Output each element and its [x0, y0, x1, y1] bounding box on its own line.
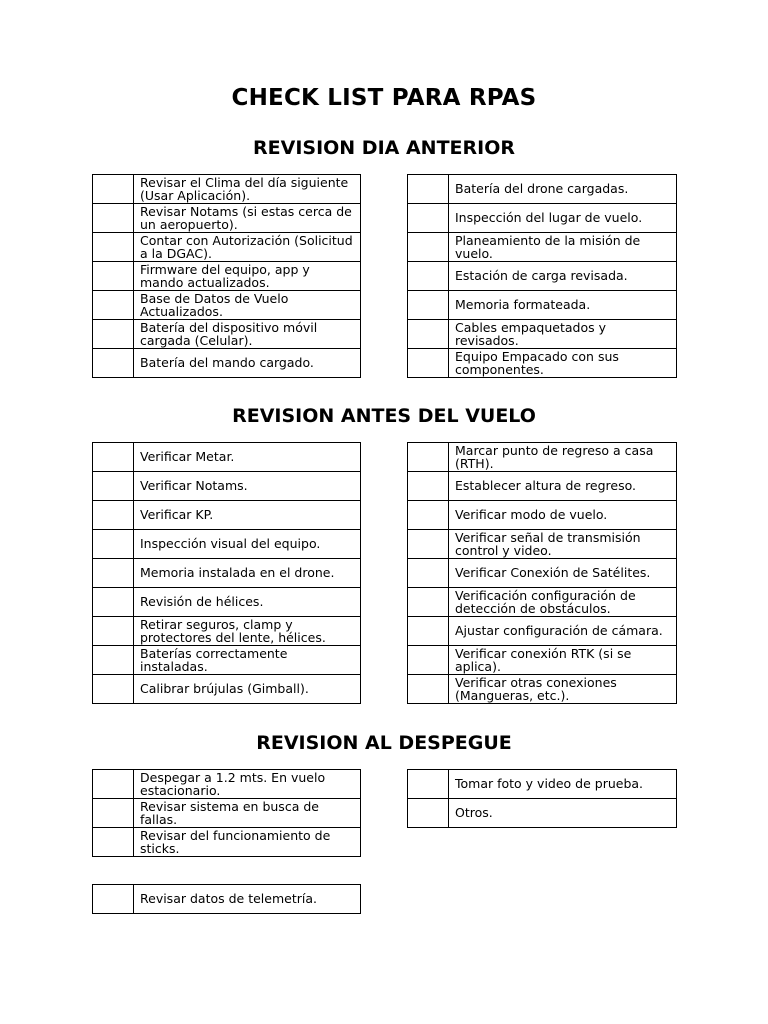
- checklist-item-label: Verificación configuración de detección de obstáculos.: [449, 588, 677, 617]
- checklist-dia-anterior-right: [407, 174, 677, 378]
- checklist-row: [408, 175, 677, 204]
- checkbox-cell[interactable]: [93, 501, 134, 530]
- checklist-item-label: Batería del mando cargado.: [134, 349, 361, 378]
- checkbox-cell[interactable]: [93, 443, 134, 472]
- checklist-item-label: Verificar Metar.: [134, 443, 361, 472]
- checklist-item-label: Calibrar brújulas (Gimball).: [134, 675, 361, 704]
- checklist-row: [408, 646, 677, 675]
- checklist-row: [93, 175, 361, 204]
- checkbox-cell[interactable]: [93, 530, 134, 559]
- checkbox-cell[interactable]: [93, 646, 134, 675]
- checklist-row: [93, 617, 361, 646]
- checkbox-cell[interactable]: [93, 262, 134, 291]
- checklist-row: [408, 262, 677, 291]
- checklist-item-label: Verificar señal de transmisión control y video.: [449, 530, 677, 559]
- checklist-item-label: Revisar el Clima del día siguiente (Usar Aplicación).: [134, 175, 361, 204]
- section-heading-antes-del-vuelo: REVISION ANTES DEL VUELO: [232, 405, 536, 427]
- checklist-row: [93, 443, 361, 472]
- checkbox-cell[interactable]: [93, 885, 134, 914]
- checklist-row: [93, 262, 361, 291]
- checkbox-cell[interactable]: [408, 233, 449, 262]
- checklist-row: [93, 472, 361, 501]
- checklist-row: [93, 675, 361, 704]
- checklist-item-label: Verificar KP.: [134, 501, 361, 530]
- checklist-item-label: Memoria formateada.: [449, 291, 677, 320]
- checklist-item-label: Base de Datos de Vuelo Actualizados.: [134, 291, 361, 320]
- checklist-item-label: Verificar Conexión de Satélites.: [449, 559, 677, 588]
- checklist-row: [408, 349, 677, 378]
- checkbox-cell[interactable]: [93, 320, 134, 349]
- checklist-item-label: Contar con Autorización (Solicitud a la DGAC).: [134, 233, 361, 262]
- checklist-item-label: Inspección visual del equipo.: [134, 530, 361, 559]
- checkbox-cell[interactable]: [93, 349, 134, 378]
- checklist-row: [93, 501, 361, 530]
- checklist-item-label: Inspección del lugar de vuelo.: [449, 204, 677, 233]
- checklist-item-label: Ajustar configuración de cámara.: [449, 617, 677, 646]
- checkbox-cell[interactable]: [93, 175, 134, 204]
- checkbox-cell[interactable]: [408, 770, 449, 799]
- checklist-row: [93, 349, 361, 378]
- checkbox-cell[interactable]: [408, 799, 449, 828]
- checklist-item-label: Retirar seguros, clamp y protectores del lente, hélices.: [134, 617, 361, 646]
- checkbox-cell[interactable]: [408, 501, 449, 530]
- checklist-row: [93, 204, 361, 233]
- checklist-row: [93, 233, 361, 262]
- checklist-item-label: Revisar datos de telemetría.: [134, 885, 361, 914]
- checkbox-cell[interactable]: [408, 349, 449, 378]
- checklist-row: [408, 501, 677, 530]
- checklist-al-despegue-extra: [92, 884, 361, 914]
- checkbox-cell[interactable]: [408, 320, 449, 349]
- checkbox-cell[interactable]: [93, 770, 134, 799]
- checkbox-cell[interactable]: [408, 175, 449, 204]
- checkbox-cell[interactable]: [93, 559, 134, 588]
- checklist-item-label: Marcar punto de regreso a casa (RTH).: [449, 443, 677, 472]
- checkbox-cell[interactable]: [408, 204, 449, 233]
- checklist-item-label: Memoria instalada en el drone.: [134, 559, 361, 588]
- checklist-item-label: Tomar foto y video de prueba.: [449, 770, 677, 799]
- checkbox-cell[interactable]: [408, 262, 449, 291]
- page-title: CHECK LIST PARA RPAS: [231, 85, 537, 111]
- checklist-row: [408, 204, 677, 233]
- checklist-item-label: Estación de carga revisada.: [449, 262, 677, 291]
- checkbox-cell[interactable]: [93, 291, 134, 320]
- checklist-antes-del-vuelo-right: [407, 442, 677, 704]
- checklist-row: [93, 646, 361, 675]
- checkbox-cell[interactable]: [408, 530, 449, 559]
- checklist-item-label: Revisar Notams (si estas cerca de un aeropuerto).: [134, 204, 361, 233]
- checkbox-cell[interactable]: [408, 646, 449, 675]
- checklist-item-label: Planeamiento de la misión de vuelo.: [449, 233, 677, 262]
- section-heading-dia-anterior: REVISION DIA ANTERIOR: [253, 137, 515, 159]
- checklist-item-label: Revisar del funcionamiento de sticks.: [134, 828, 361, 857]
- checklist-item-label: Verificar conexión RTK (si se aplica).: [449, 646, 677, 675]
- checklist-row: [93, 770, 361, 799]
- checkbox-cell[interactable]: [93, 617, 134, 646]
- checklist-item-label: Firmware del equipo, app y mando actualizados.: [134, 262, 361, 291]
- checklist-item-label: Baterías correctamente instaladas.: [134, 646, 361, 675]
- checkbox-cell[interactable]: [93, 233, 134, 262]
- checklist-row: [93, 320, 361, 349]
- checklist-row: [408, 770, 677, 799]
- checklist-row: [408, 559, 677, 588]
- checkbox-cell[interactable]: [93, 472, 134, 501]
- checklist-row: [93, 559, 361, 588]
- checklist-row: [408, 291, 677, 320]
- checklist-item-label: Revisar sistema en busca de fallas.: [134, 799, 361, 828]
- checklist-antes-del-vuelo-left: [92, 442, 361, 704]
- checklist-row: [408, 617, 677, 646]
- checkbox-cell[interactable]: [408, 675, 449, 704]
- checklist-row: [93, 291, 361, 320]
- checkbox-cell[interactable]: [408, 291, 449, 320]
- checklist-item-label: Establecer altura de regreso.: [449, 472, 677, 501]
- checkbox-cell[interactable]: [93, 675, 134, 704]
- checkbox-cell[interactable]: [408, 617, 449, 646]
- checklist-item-label: Verificar Notams.: [134, 472, 361, 501]
- checklist-item-label: Otros.: [449, 799, 677, 828]
- checklist-row: [93, 885, 361, 914]
- checklist-al-despegue-left: [92, 769, 361, 857]
- checkbox-cell[interactable]: [93, 799, 134, 828]
- checklist-row: [408, 588, 677, 617]
- checklist-row: [408, 675, 677, 704]
- checklist-row: [93, 828, 361, 857]
- checklist-row: [408, 320, 677, 349]
- checklist-row: [93, 530, 361, 559]
- checklist-row: [93, 799, 361, 828]
- checklist-item-label: Batería del drone cargadas.: [449, 175, 677, 204]
- checklist-item-label: Verificar otras conexiones (Mangueras, etc.).: [449, 675, 677, 704]
- checkbox-cell[interactable]: [408, 559, 449, 588]
- checkbox-cell[interactable]: [93, 204, 134, 233]
- checklist-row: [408, 443, 677, 472]
- checklist-item-label: Verificar modo de vuelo.: [449, 501, 677, 530]
- checklist-item-label: Batería del dispositivo móvil cargada (Celular).: [134, 320, 361, 349]
- checkbox-cell[interactable]: [408, 472, 449, 501]
- checkbox-cell[interactable]: [93, 828, 134, 857]
- checklist-al-despegue-right: [407, 769, 677, 828]
- checklist-item-label: Revisión de hélices.: [134, 588, 361, 617]
- section-heading-al-despegue: REVISION AL DESPEGUE: [256, 732, 512, 754]
- checklist-row: [408, 530, 677, 559]
- checklist-item-label: Despegar a 1.2 mts. En vuelo estacionario.: [134, 770, 361, 799]
- checklist-row: [93, 588, 361, 617]
- checklist-row: [408, 472, 677, 501]
- checklist-row: [408, 233, 677, 262]
- checklist-item-label: Equipo Empacado con sus componentes.: [449, 349, 677, 378]
- checkbox-cell[interactable]: [408, 588, 449, 617]
- checkbox-cell[interactable]: [408, 443, 449, 472]
- checklist-row: [408, 799, 677, 828]
- checklist-item-label: Cables empaquetados y revisados.: [449, 320, 677, 349]
- checklist-dia-anterior-left: [92, 174, 361, 378]
- checkbox-cell[interactable]: [93, 588, 134, 617]
